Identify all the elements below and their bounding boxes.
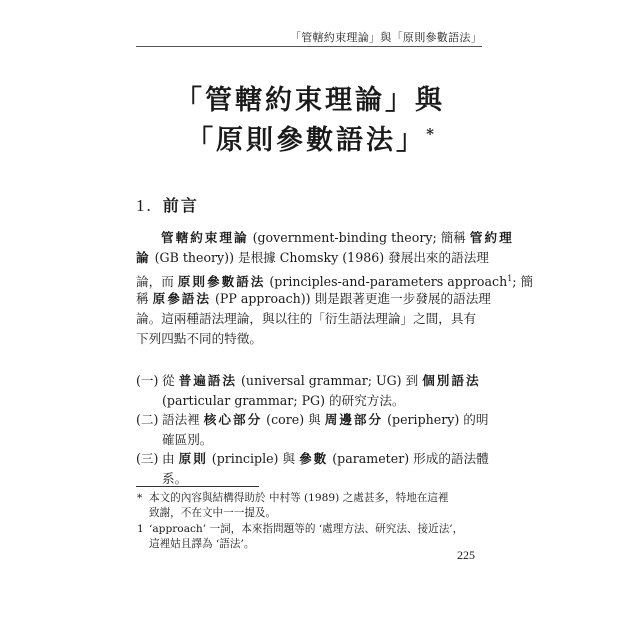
paragraph-text: (principles-and-parameters approach [265,273,508,289]
list-line [162,410,489,430]
footnote [136,522,481,553]
list-line [162,449,489,469]
keyword: 原則 [178,451,208,466]
footnote-mark: 1 [137,522,144,535]
list-marker: (一) [136,373,159,388]
keyword: 原則參數語法 [177,273,266,289]
running-header: 「管轄約束理論」與「原則參數語法」 [289,31,482,44]
list-line: 確區別。 [162,431,213,447]
paragraph-text: (PP approach)) 則是跟著更進一步發展的語法理 [210,290,491,306]
paragraph-line: 論。這兩種語法理論，與以往的「衍生語法理論」之間，具有 [136,311,477,327]
list-item [136,371,481,410]
title-line-2 [0,118,620,157]
section-title: 前言 [162,196,199,215]
list-line [162,371,481,391]
list-text: (universal grammar; UG) 到 [236,373,423,388]
list-text: 語法裡 [162,412,204,427]
paragraph-text: (GB theory)) 是根據 Chomsky (1986) 發展出來的語法理 [150,250,489,266]
footnote [136,491,481,522]
list-marker: (二) [136,412,159,427]
keyword: 周邊部分 [324,412,384,427]
footnote-line: 這裡姑且譯為 ‘語法’。 [149,537,255,550]
feature-list [136,371,489,488]
section-number: 1. [136,196,153,215]
title-line-1 [0,78,620,117]
paragraph-line [136,269,534,289]
title-note-mark: * [426,125,434,143]
list-text: (periphery) 的明 [383,412,489,427]
list-text: (principle) 與 [207,451,300,466]
list-text: (parameter) 形成的語法體 [328,451,489,466]
footnote-line: 本文的內容與結構得助於 中村等 (1989) 之處甚多，特地在這裡 [149,492,449,504]
list-line: (particular grammar; PG) 的研究方法。 [162,392,405,408]
paragraph-line: 下列四點不同的特徵。 [136,331,262,347]
keyword: 普遍語法 [178,373,237,388]
list-text: 由 [162,451,179,466]
intro-paragraph [136,228,534,350]
footnote-rule [136,486,259,487]
list-marker: (三) [136,451,159,466]
page-number: 225 [457,548,475,562]
footnotes [136,491,481,552]
list-item [136,410,489,449]
paragraph-line [136,289,491,309]
paragraph-text: 稱 [136,290,153,306]
section-heading [136,193,199,216]
keyword: 個別語法 [422,373,481,388]
footnote-line: ‘approach’ 一詞，本來指問題等的 ‘處理方法、研究法、接近法’， [149,522,464,535]
paragraph-text: 論，而 [136,273,178,289]
list-item [136,449,489,488]
paragraph-text: (government-binding theory; 簡稱 [248,230,470,245]
keyword: 原參語法 [152,290,211,306]
footnote-reference: 1 [507,273,513,283]
list-text: (core) 與 [262,412,325,427]
header-rule [136,46,482,47]
title-line-2-text: 「原則參數語法」 [186,125,427,156]
title-line-1-text: 「管轄約束理論」與 [175,85,445,116]
list-text: 從 [162,373,179,388]
footnote-line: 致謝，不在文中一一提及。 [149,507,277,520]
keyword: 管轄約束理論 [161,230,249,245]
list-line: 系。 [162,470,188,486]
paragraph-line [136,228,514,248]
keyword: 管約理 [469,230,514,245]
footnote-mark: * [137,492,143,504]
paragraph-line [136,248,489,268]
paragraph-text: ; 簡 [512,273,534,289]
keyword: 核心部分 [203,412,263,427]
keyword: 論 [136,250,151,266]
keyword: 參數 [299,451,329,466]
